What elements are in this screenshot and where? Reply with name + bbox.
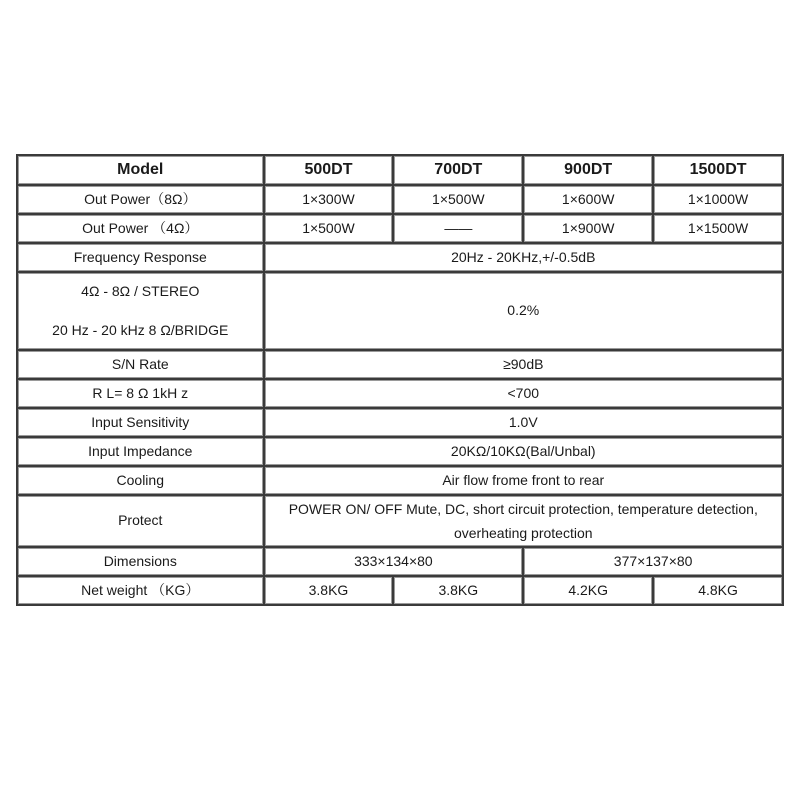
out-power-4-value: 1×900W	[524, 215, 654, 244]
input-sensitivity-label: Input Sensitivity	[18, 409, 265, 438]
spec-table	[16, 154, 784, 606]
rl-value: <700	[265, 380, 784, 409]
out-power-4-value: 1×500W	[265, 215, 395, 244]
net-weight-value: 3.8KG	[394, 577, 524, 606]
table-row-net-weight	[18, 577, 784, 606]
input-impedance-value: 20KΩ/10KΩ(Bal/Unbal)	[265, 438, 784, 467]
net-weight-value: 4.8KG	[654, 577, 784, 606]
table-row-sn-rate	[18, 351, 784, 380]
cooling-label: Cooling	[18, 467, 265, 496]
out-power-4-value: 1×1500W	[654, 215, 784, 244]
table-row-out-power-4	[18, 215, 784, 244]
table-row-dimensions	[18, 548, 784, 577]
table-row-thd	[18, 273, 784, 351]
frequency-response-value: 20Hz - 20KHz,+/-0.5dB	[265, 244, 784, 273]
net-weight-value: 3.8KG	[265, 577, 395, 606]
sn-rate-value: ≥90dB	[265, 351, 784, 380]
out-power-4-value: ——	[394, 215, 524, 244]
input-sensitivity-value: 1.0V	[265, 409, 784, 438]
table-header-row	[18, 156, 784, 186]
model-header-500dt: 500DT	[265, 156, 395, 186]
protect-label: Protect	[18, 496, 265, 548]
net-weight-label: Net weight （KG）	[18, 577, 265, 606]
table-row-cooling	[18, 467, 784, 496]
table-row-protect	[18, 496, 784, 548]
cooling-value: Air flow frome front to rear	[265, 467, 784, 496]
table-row-rl	[18, 380, 784, 409]
table-row-frequency-response	[18, 244, 784, 273]
model-header-700dt: 700DT	[394, 156, 524, 186]
protect-value	[265, 496, 784, 548]
model-header-900dt: 900DT	[524, 156, 654, 186]
net-weight-value: 4.2KG	[524, 577, 654, 606]
table-row-out-power-8	[18, 186, 784, 215]
dimensions-label: Dimensions	[18, 548, 265, 577]
thd-label	[18, 273, 265, 351]
frequency-response-label: Frequency Response	[18, 244, 265, 273]
model-header-1500dt: 1500DT	[654, 156, 784, 186]
sn-rate-label: S/N Rate	[18, 351, 265, 380]
out-power-8-label: Out Power（8Ω）	[18, 186, 265, 215]
out-power-8-value: 1×500W	[394, 186, 524, 215]
thd-value: 0.2%	[265, 273, 784, 351]
thd-label-line2: 20 Hz - 20 kHz 8 Ω/BRIDGE	[52, 321, 229, 338]
model-header-label: Model	[18, 156, 265, 186]
out-power-8-value: 1×600W	[524, 186, 654, 215]
protect-value-text: POWER ON/ OFF Mute, DC, short circuit protection, temperature detection, overheating protection	[288, 501, 758, 541]
rl-label: R L= 8 Ω 1kH z	[18, 380, 265, 409]
out-power-4-label: Out Power （4Ω）	[18, 215, 265, 244]
dimensions-value: 377×137×80	[524, 548, 784, 577]
table-row-input-impedance	[18, 438, 784, 467]
out-power-8-value: 1×300W	[265, 186, 395, 215]
table-row-input-sensitivity	[18, 409, 784, 438]
input-impedance-label: Input Impedance	[18, 438, 265, 467]
dimensions-value: 333×134×80	[265, 548, 525, 577]
out-power-8-value: 1×1000W	[654, 186, 784, 215]
thd-label-line1: 4Ω - 8Ω / STEREO	[81, 283, 200, 299]
